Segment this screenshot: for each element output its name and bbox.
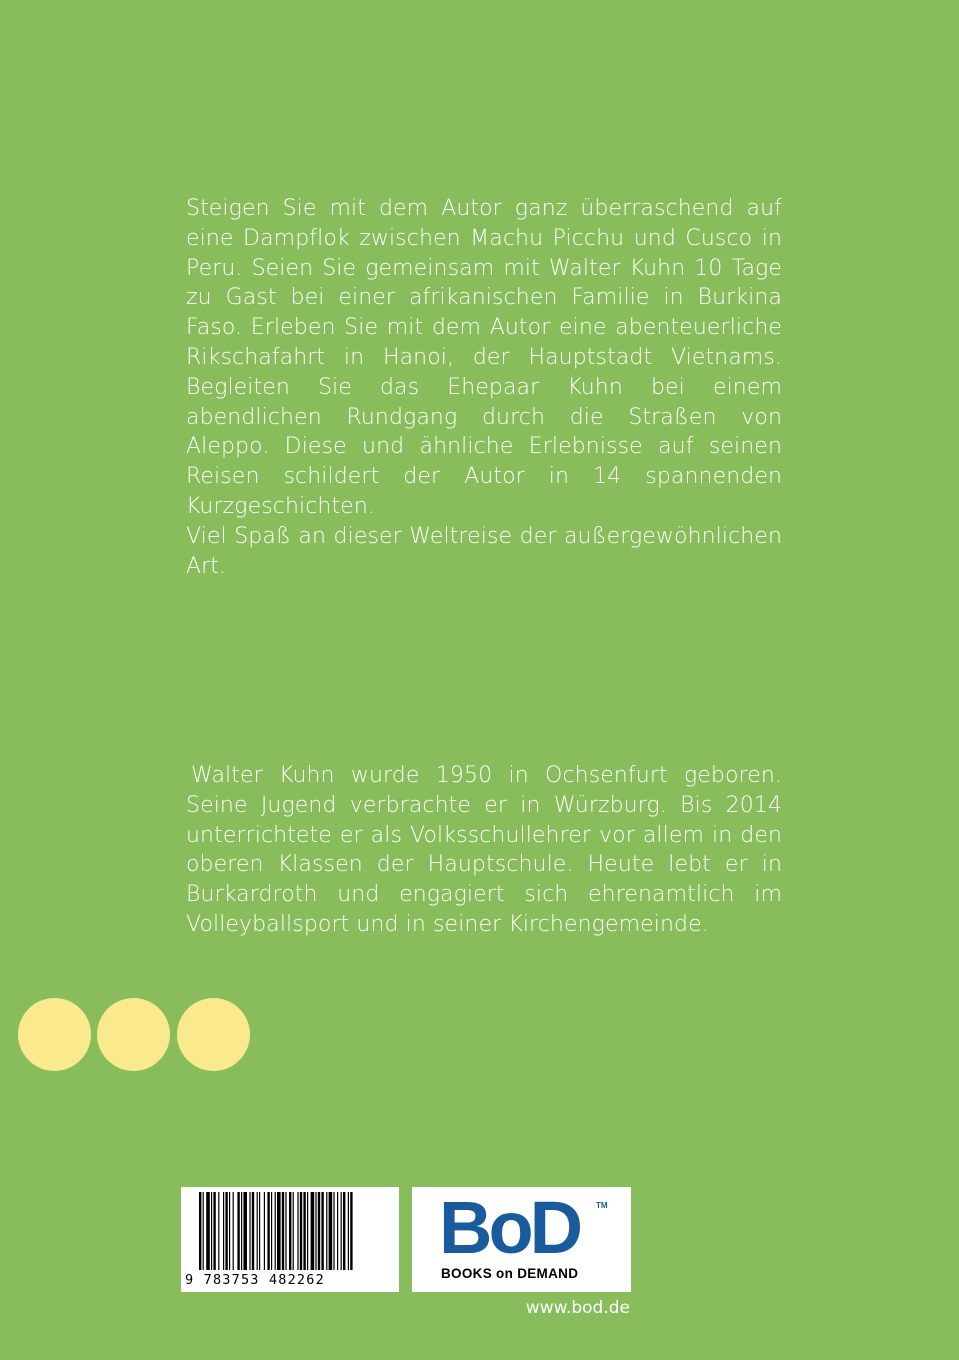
blurb-text: Steigen Sie mit dem Autor ganz überraschend auf eine Dampflok zwischen Machu Picchu und Cusco in Peru. Seien Sie gemeinsam mit Walter Kuhn 10 Tage zu Gast bei einer afrikanischen Familie in Burkina Faso. Erleben Sie mit dem Autor eine abenteuerliche Rikschafahrt in Hanoi, der Hauptstadt Vietnams. Begleiten Sie das Ehepaar Kuhn bei einem abendlichen Rundgang durch die Straßen von Aleppo. Diese und ähnliche Erlebnisse auf seinen Reisen schildert der Autor in 14 spannenden Kurzgeschichten. bbox=[186, 196, 782, 519]
barcode-bar bbox=[237, 1192, 239, 1270]
dot-1 bbox=[18, 998, 91, 1071]
bod-logo: BoD bbox=[439, 1186, 580, 1269]
barcode-bar bbox=[206, 1192, 210, 1270]
barcode-bar bbox=[293, 1192, 294, 1270]
barcode-bar bbox=[337, 1192, 338, 1270]
barcode-bar bbox=[311, 1192, 315, 1270]
barcode-bar bbox=[341, 1192, 342, 1270]
barcode-bar bbox=[315, 1192, 316, 1270]
barcode-bar bbox=[211, 1192, 212, 1270]
barcode-bar bbox=[303, 1192, 305, 1270]
barcode-bar bbox=[257, 1192, 258, 1270]
barcode-bar bbox=[264, 1192, 265, 1270]
barcode-bar bbox=[297, 1192, 298, 1270]
barcode-bar bbox=[271, 1192, 272, 1270]
barcode-bar bbox=[199, 1192, 201, 1270]
isbn-barcode bbox=[181, 1187, 399, 1292]
barcode-bar bbox=[203, 1192, 204, 1270]
trademark-mark: TM bbox=[596, 1201, 608, 1210]
barcode-bar bbox=[333, 1192, 334, 1270]
dot-3 bbox=[177, 998, 250, 1071]
isbn-number: 9 783753 482262 bbox=[185, 1272, 325, 1288]
barcode-bar bbox=[277, 1192, 281, 1270]
barcode-bar bbox=[329, 1192, 333, 1270]
barcode-bar bbox=[233, 1192, 234, 1270]
barcode-bar bbox=[307, 1192, 308, 1270]
barcode-bar bbox=[241, 1192, 242, 1270]
publisher-logo-box bbox=[412, 1187, 631, 1292]
dot-2 bbox=[97, 998, 170, 1071]
publisher-url: www.bod.de bbox=[525, 1298, 630, 1318]
barcode-bar bbox=[243, 1192, 247, 1270]
barcode-bar bbox=[326, 1192, 327, 1270]
barcode-bar bbox=[343, 1192, 345, 1270]
barcode-bar bbox=[300, 1192, 302, 1270]
barcode-bar bbox=[282, 1192, 284, 1270]
barcode-bar bbox=[225, 1192, 227, 1270]
barcode-bar bbox=[252, 1192, 254, 1270]
barcode-bar bbox=[249, 1192, 250, 1270]
publisher-tagline: BOOKS on DEMAND bbox=[441, 1266, 579, 1281]
barcode-bar bbox=[275, 1192, 276, 1270]
barcode-bar bbox=[289, 1192, 291, 1270]
barcode-bar bbox=[321, 1192, 323, 1270]
barcode-bar bbox=[213, 1192, 215, 1270]
barcode-bar bbox=[218, 1192, 219, 1270]
barcode-bar bbox=[259, 1192, 260, 1270]
closing-text: Viel Spaß an dieser Weltreise der außergewöhnlichen Art. bbox=[186, 524, 782, 579]
barcode-bar bbox=[223, 1192, 224, 1270]
barcode-bars bbox=[181, 1187, 399, 1273]
barcode-bar bbox=[350, 1192, 352, 1270]
barcode-bar bbox=[285, 1192, 286, 1270]
decorative-dots bbox=[18, 998, 258, 1072]
barcode-bar bbox=[318, 1192, 320, 1270]
author-bio-text: Walter Kuhn wurde 1950 in Ochsenfurt geboren. Seine Jugend verbrachte er in Würzburg. Bis 2014 unterrichtete er als Volksschullehrer vor allem in den oberen Klassen der Hauptschule. Heute lebt er in Burkardroth und engagiert sich ehrenamtlich im Volleyballsport und in seiner Kirchengemeinde. bbox=[186, 763, 782, 937]
barcode-bar bbox=[348, 1192, 349, 1270]
barcode-bar bbox=[229, 1192, 230, 1270]
barcode-bar bbox=[267, 1192, 269, 1270]
